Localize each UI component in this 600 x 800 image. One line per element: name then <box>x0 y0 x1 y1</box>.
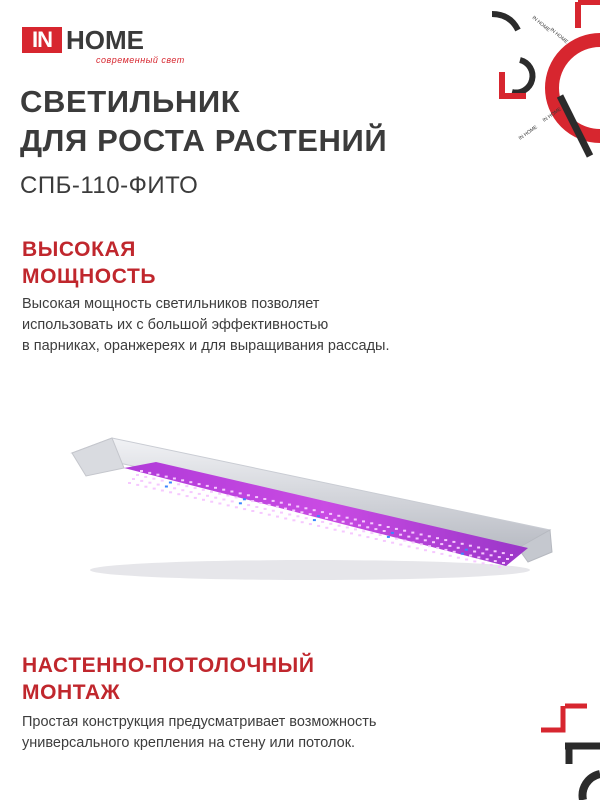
decorative-arcs <box>480 0 600 170</box>
led-dot <box>494 560 497 562</box>
led-dot <box>457 557 460 559</box>
led-dot <box>251 510 254 512</box>
title-line-1: СВЕТИЛЬНИК <box>20 84 241 119</box>
led-dot <box>350 532 353 534</box>
led-dot <box>342 521 345 523</box>
led-dot <box>420 534 423 536</box>
led-dot <box>198 483 201 485</box>
led-dot <box>362 530 365 532</box>
led-dot <box>490 564 493 566</box>
feature-1-text-line: использовать их с большой эффективностью <box>22 317 329 333</box>
led-dot <box>387 526 390 528</box>
led-dot <box>235 506 238 508</box>
led-dot <box>239 502 242 504</box>
led-dot <box>272 510 275 512</box>
feature-1-heading-line-2: МОЩНОСТЬ <box>22 265 157 288</box>
red-corner-bracket <box>541 706 563 730</box>
led-dot <box>230 491 233 493</box>
feature-1-text-line: Высокая мощность светильников позволяет <box>22 296 320 312</box>
led-dot <box>338 525 341 527</box>
led-dot <box>231 500 234 502</box>
led-dot <box>350 523 353 525</box>
feature-2-heading <box>22 652 315 706</box>
led-dot <box>276 516 279 518</box>
led-dot <box>379 534 382 536</box>
feature-1-text <box>22 294 389 357</box>
title-line-2: ДЛЯ РОСТА РАСТЕНИЙ <box>20 123 388 158</box>
led-dot <box>506 558 509 560</box>
led-dot <box>444 539 447 541</box>
deco-stamp-3: IN HOME <box>517 124 539 142</box>
led-dot <box>132 478 135 480</box>
led-dot <box>177 483 180 485</box>
led-dot <box>452 541 455 543</box>
led-dot <box>440 543 443 545</box>
led-dot <box>264 508 267 510</box>
led-dot <box>309 513 312 515</box>
led-dot <box>477 547 480 549</box>
led-dot <box>284 518 287 520</box>
led-dot <box>161 480 164 482</box>
led-dot <box>296 506 299 508</box>
led-dot <box>346 527 349 529</box>
red-bracket <box>578 2 600 28</box>
led-dot <box>268 504 271 506</box>
led-dot <box>280 502 283 504</box>
led-dot <box>214 487 217 489</box>
led-dot <box>391 532 394 534</box>
led-dot <box>354 519 357 521</box>
feature-2-text <box>22 712 377 754</box>
led-dot <box>325 527 328 529</box>
led-dot <box>317 515 320 517</box>
led-dot <box>177 493 180 495</box>
feature-1-heading-line-1: ВЫСОКАЯ <box>22 238 136 261</box>
led-dot <box>140 470 143 472</box>
led-dot <box>313 509 316 511</box>
led-dot <box>198 493 201 495</box>
led-dot <box>210 491 213 493</box>
led-dot <box>247 504 250 506</box>
led-dot <box>391 542 394 544</box>
deco-stamp-2: IN HOME <box>548 26 569 46</box>
led-dot <box>152 478 155 480</box>
led-dot <box>448 545 451 547</box>
led-dot <box>189 481 192 483</box>
led-dot <box>300 511 303 513</box>
led-dot <box>251 500 254 502</box>
led-dot <box>260 512 263 514</box>
led-dot <box>481 552 484 554</box>
led-dot <box>280 512 283 514</box>
led-dot <box>370 532 373 534</box>
led-dot <box>301 521 304 523</box>
led-dot <box>334 529 337 531</box>
led-dot <box>337 515 340 517</box>
led-dot <box>218 503 221 505</box>
logo-in-box: IN <box>22 27 62 53</box>
led-dot <box>255 496 258 498</box>
led-dot <box>190 491 193 493</box>
led-dot <box>210 501 213 503</box>
led-dot <box>136 484 139 486</box>
led-dot <box>457 547 460 549</box>
led-dot <box>202 499 205 501</box>
led-dot <box>416 547 419 549</box>
led-dot <box>424 549 427 551</box>
led-dot <box>140 480 143 482</box>
black-arc-bottom <box>583 774 600 800</box>
led-dot <box>144 486 147 488</box>
led-dot <box>165 486 168 488</box>
deco-stamp-4: IN HOME <box>541 106 563 124</box>
led-dot <box>153 488 156 490</box>
led-dot <box>243 498 246 500</box>
led-dot <box>498 556 501 558</box>
led-dot <box>469 555 472 557</box>
led-dot <box>428 535 431 537</box>
led-dot <box>383 540 386 542</box>
led-dot <box>268 514 271 516</box>
led-dot <box>490 554 493 556</box>
led-dot <box>482 562 485 564</box>
lamp-shadow <box>90 560 530 580</box>
led-dot <box>374 528 377 530</box>
led-dot <box>465 549 468 551</box>
led-dot <box>461 553 464 555</box>
led-dot <box>243 508 246 510</box>
led-dot <box>412 542 415 544</box>
logo-home-text: HOME <box>66 25 144 55</box>
led-dot <box>449 555 452 557</box>
led-dot <box>309 523 312 525</box>
led-dot <box>165 476 168 478</box>
led-dot <box>284 508 287 510</box>
page-title <box>20 82 387 160</box>
led-dot <box>358 534 361 536</box>
led-dot <box>194 487 197 489</box>
led-dot <box>304 507 307 509</box>
led-dot <box>144 476 147 478</box>
led-dot <box>502 552 505 554</box>
led-dot <box>292 519 295 521</box>
led-dot <box>136 474 139 476</box>
led-dot <box>358 524 361 526</box>
led-dot <box>399 544 402 546</box>
led-dot <box>321 521 324 523</box>
led-dot <box>329 513 332 515</box>
deco-stamp-1: IN HOME <box>530 14 551 34</box>
led-dot <box>342 531 345 533</box>
led-dot <box>288 504 291 506</box>
led-dot <box>366 536 369 538</box>
lamp-housing-top <box>72 438 550 548</box>
led-dot <box>494 550 497 552</box>
led-dot <box>502 562 505 564</box>
led-dot <box>399 534 402 536</box>
led-dot <box>169 482 172 484</box>
in-home-logo <box>22 24 185 66</box>
led-dot <box>317 525 320 527</box>
led-dot <box>486 558 489 560</box>
led-dot <box>432 551 435 553</box>
logo-tagline: современный свет <box>96 55 185 65</box>
led-dot <box>218 493 221 495</box>
corner-brackets <box>525 700 600 800</box>
black-arc <box>492 14 518 30</box>
led-dot <box>416 538 419 540</box>
led-dot <box>477 556 480 558</box>
led-dot <box>461 543 464 545</box>
led-dot <box>194 497 197 499</box>
led-dot <box>370 522 373 524</box>
led-dot <box>465 559 468 561</box>
feature-2-heading-line-1: НАСТЕННО-ПОТОЛОЧНЫЙ <box>22 654 315 677</box>
led-dot <box>420 543 423 545</box>
led-dot <box>444 549 447 551</box>
led-dot <box>161 490 164 492</box>
led-dot <box>424 539 427 541</box>
led-dot <box>387 536 390 538</box>
feature-2-text-line: универсального крепления на стену или потолок. <box>22 735 356 751</box>
led-dot <box>366 526 369 528</box>
led-dot <box>181 489 184 491</box>
led-dot <box>333 519 336 521</box>
led-dot <box>202 489 205 491</box>
led-dot <box>296 515 299 517</box>
led-dot <box>510 554 513 556</box>
led-dot <box>469 545 472 547</box>
led-dot <box>255 506 258 508</box>
led-dot <box>436 537 439 539</box>
led-dot <box>169 491 172 493</box>
led-dot <box>259 502 262 504</box>
led-dot <box>428 545 431 547</box>
led-dot <box>148 472 151 474</box>
led-dot <box>395 528 398 530</box>
led-dot <box>411 532 414 534</box>
led-dot <box>383 530 386 532</box>
led-dot <box>473 560 476 562</box>
led-dot <box>403 540 406 542</box>
led-dot <box>432 541 435 543</box>
led-dot <box>173 487 176 489</box>
led-dot <box>186 495 189 497</box>
black-ring <box>512 60 532 92</box>
feature-1-text-line: в парниках, оранжереях и для выращивания рассады. <box>22 338 390 354</box>
led-dot <box>227 504 230 506</box>
led-dot <box>485 548 488 550</box>
led-dot <box>321 511 324 513</box>
led-dot <box>395 538 398 540</box>
led-dot <box>235 496 238 498</box>
led-dot <box>222 489 225 491</box>
led-dot <box>206 485 209 487</box>
led-dot <box>403 530 406 532</box>
led-dot <box>173 478 176 480</box>
led-dot <box>329 523 332 525</box>
led-dot <box>276 506 279 508</box>
led-dot <box>247 494 250 496</box>
led-dot <box>292 510 295 512</box>
led-dot <box>440 553 443 555</box>
led-dot <box>407 536 410 538</box>
feature-2-heading-line-2: МОНТАЖ <box>22 681 121 704</box>
led-dot <box>288 514 291 516</box>
led-dot <box>181 479 184 481</box>
led-dot <box>498 566 501 568</box>
led-dot <box>128 482 131 484</box>
led-dot <box>272 500 275 502</box>
feature-2-text-line: Простая конструкция предусматривает возможность <box>22 714 377 730</box>
feature-1-heading <box>22 236 156 290</box>
led-dot <box>157 484 160 486</box>
led-dot <box>185 485 188 487</box>
led-dot <box>148 482 151 484</box>
led-dot <box>346 517 349 519</box>
led-dot <box>226 495 229 497</box>
led-dot <box>453 551 456 553</box>
led-dot <box>354 528 357 530</box>
led-dot <box>305 517 308 519</box>
product-photo-fito-lamp <box>60 420 560 590</box>
led-dot <box>206 495 209 497</box>
led-dot <box>222 499 225 501</box>
led-dot <box>313 519 316 521</box>
model-number: СПБ-110-ФИТО <box>20 172 199 199</box>
led-dot <box>436 547 439 549</box>
led-dot <box>214 497 217 499</box>
led-dot <box>408 546 411 548</box>
led-dot <box>362 520 365 522</box>
led-dot <box>156 474 159 476</box>
led-dot <box>239 492 242 494</box>
led-dot <box>375 538 378 540</box>
led-dot <box>473 551 476 553</box>
led-dot <box>263 498 266 500</box>
led-dot <box>378 524 381 526</box>
led-dot <box>325 517 328 519</box>
